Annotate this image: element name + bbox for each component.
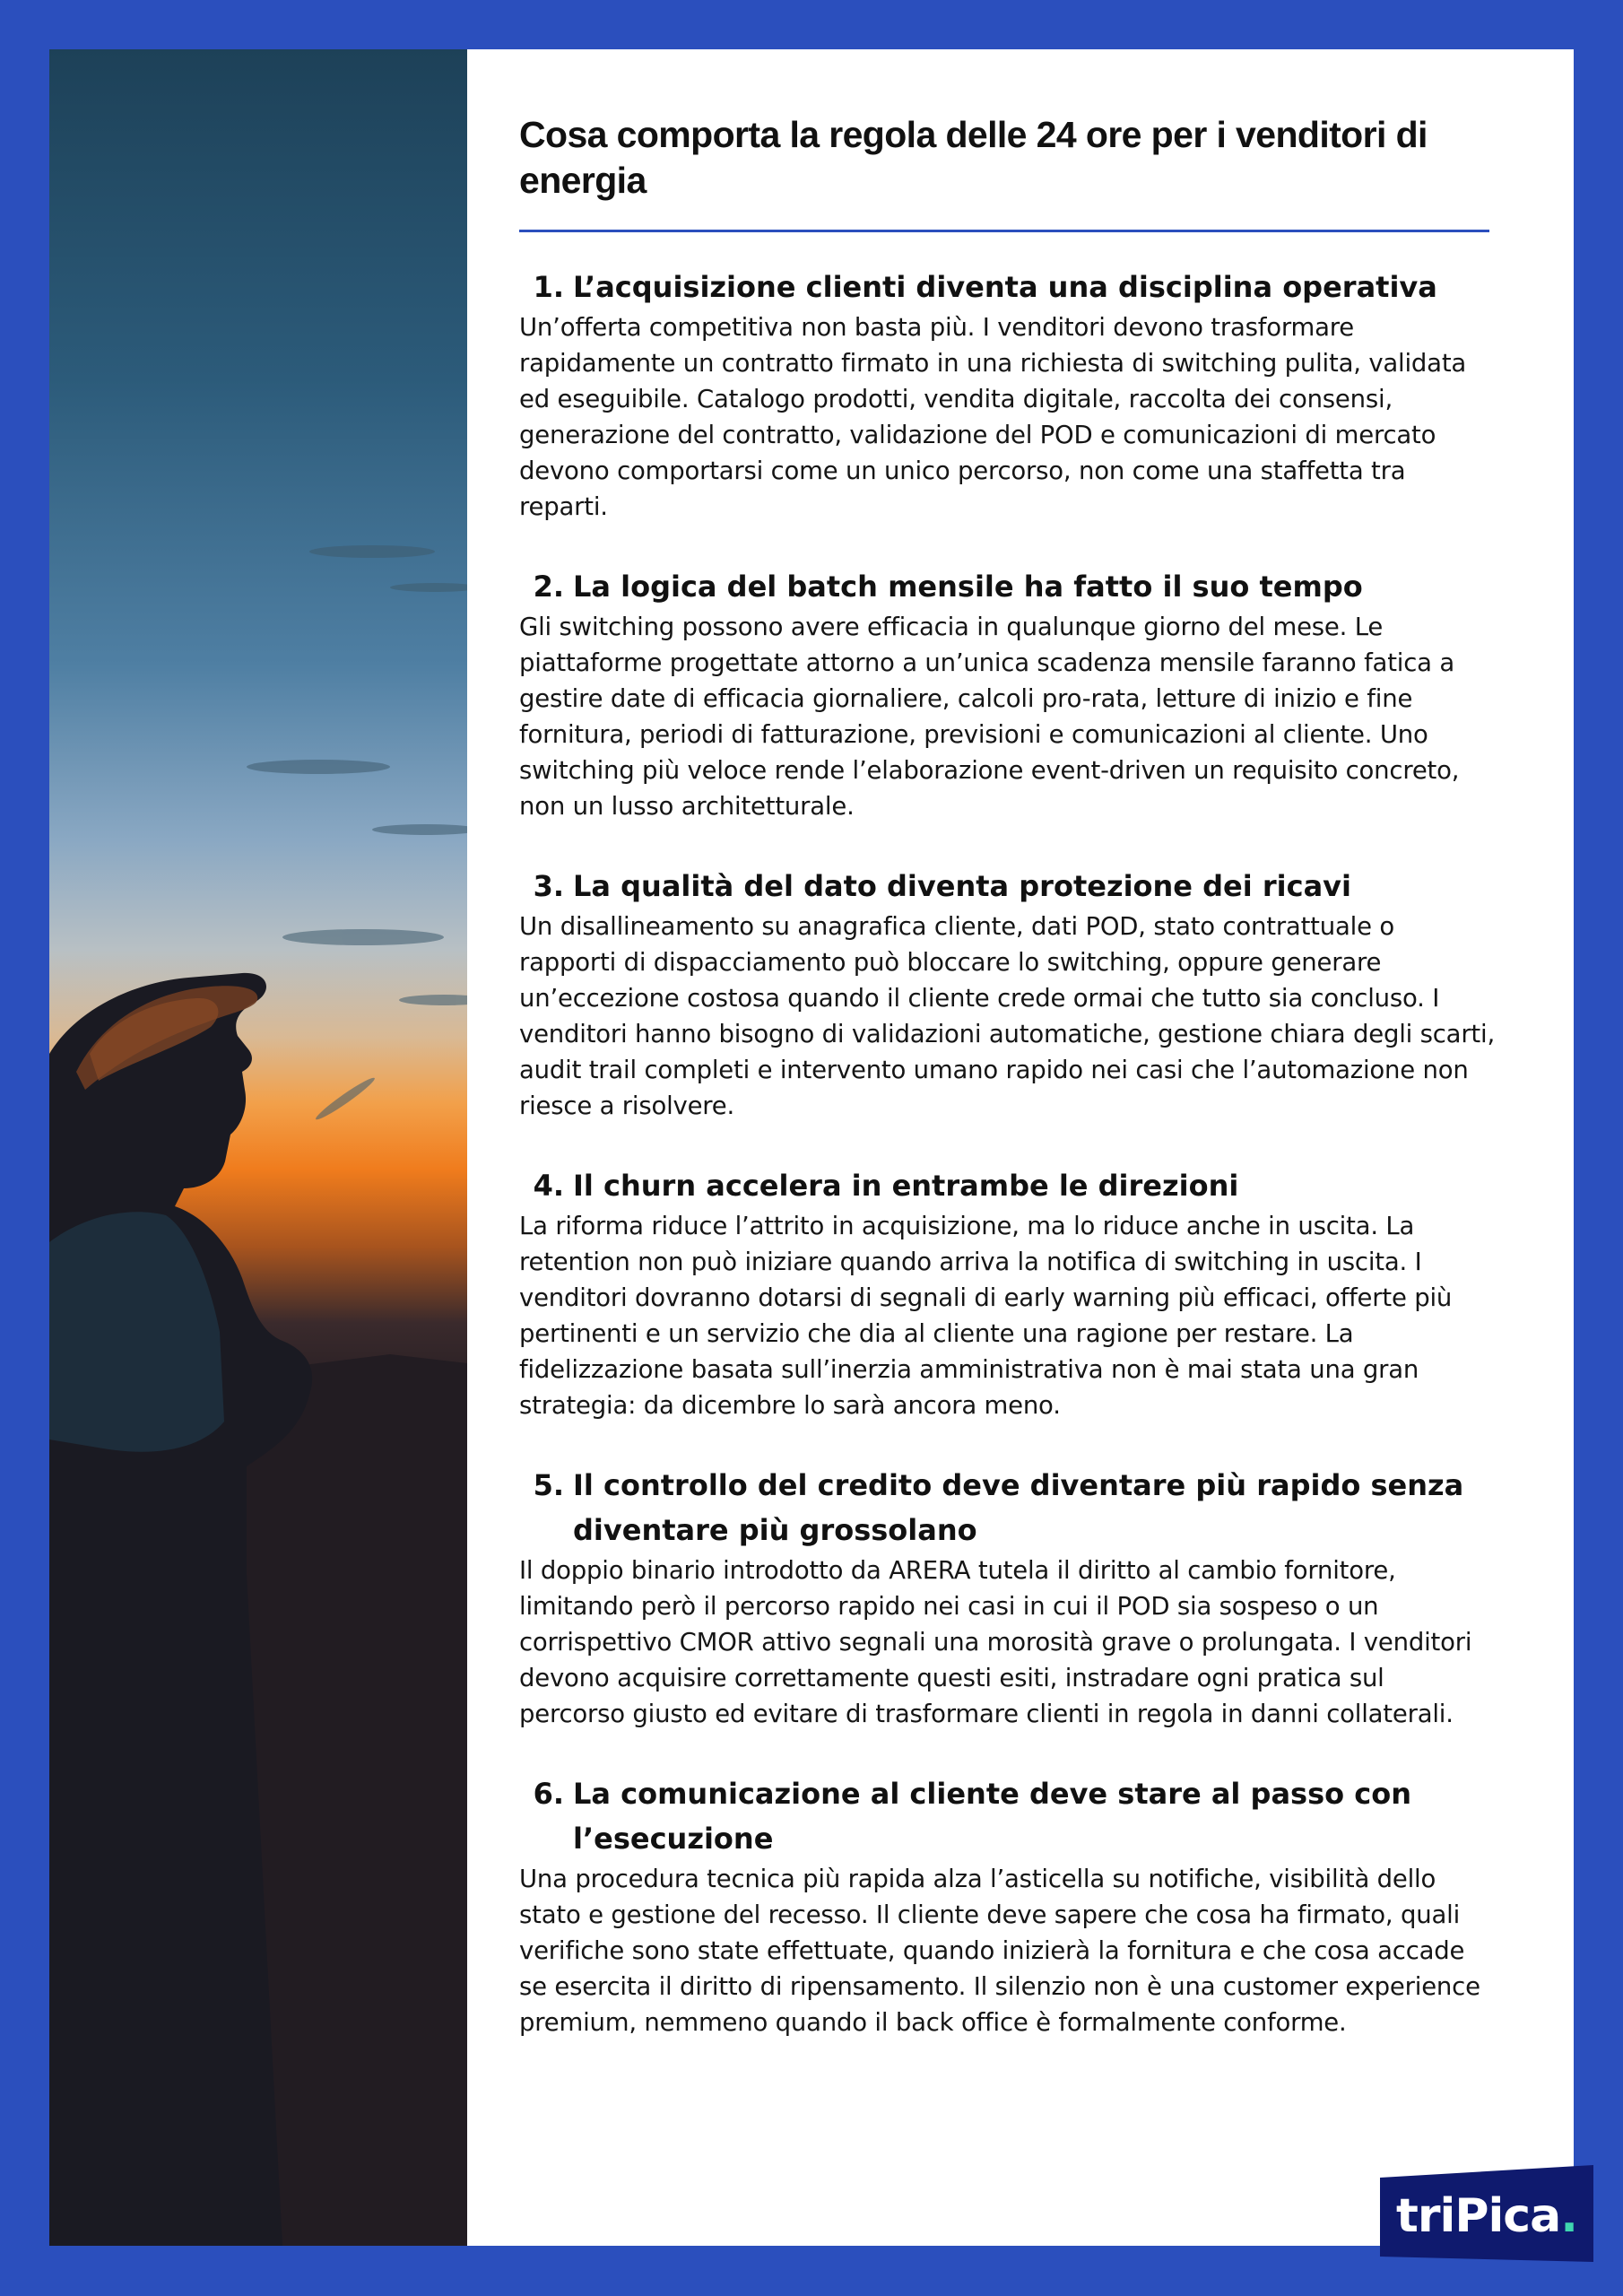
tripica-logo[interactable] <box>1376 2161 1597 2266</box>
worker-silhouette-sunset-photo <box>49 49 467 2246</box>
title-divider <box>519 230 1489 232</box>
section-title: L’acquisizione clienti diventa una disciplina operativa <box>573 269 1437 304</box>
section-title: Il controllo del credito deve diventare più rapido senza diventare più grossolano <box>573 1467 1464 1547</box>
section-title: Il churn accelera in entrambe le direzioni <box>573 1168 1239 1203</box>
section-1 <box>519 265 1497 525</box>
section-title: La qualità del dato diventa protezione dei ricavi <box>573 868 1351 903</box>
logo-dot: . <box>1560 2189 1577 2243</box>
section-number: 5. <box>533 1467 564 1502</box>
section-4 <box>519 1163 1497 1423</box>
logo-text: triPica <box>1396 2189 1561 2243</box>
section-body: Il doppio binario introdotto da ARERA tutela il diritto al cambio fornitore, limitando però il percorso rapido nei casi in cui il POD sia sospeso o un corrispettivo CMOR attivo segnali una morosità grave o prolungata. I venditori devono acquisire correttamente questi esiti, instradare ogni pratica sul percorso giusto ed evitare di trasformare clienti in regola in danni collaterali. <box>519 1555 1472 1728</box>
section-title: La logica del batch mensile ha fatto il suo tempo <box>573 569 1363 604</box>
section-body: Un disallineamento su anagrafica cliente, dati POD, stato contrattuale o rapporti di dispacciamento può bloccare lo switching, oppure generare un’eccezione costosa quando il cliente crede ormai che tutto sia concluso. I venditori hanno bisogno di validazioni automatiche, gestione chiara degli scarti, audit trail completi e intervento umano rapido nei casi che l’automazione non riesce a risolvere. <box>519 911 1495 1120</box>
section-body: La riforma riduce l’attrito in acquisizione, ma lo riduce anche in uscita. La retention non può iniziare quando arriva la notifica di switching in uscita. I venditori dovranno dotarsi di segnali di early warning più efficaci, offerte più pertinenti e un servizio che dia al cliente una ragione per restare. La fidelizzazione basata sull’inerzia amministrativa non è mai stata una gran strategia: da dicembre lo sarà ancora meno. <box>519 1211 1453 1420</box>
section-number: 3. <box>533 868 564 903</box>
section-number: 2. <box>533 569 564 604</box>
section-heading <box>519 564 1497 609</box>
page-title: Cosa comporta la regola delle 24 ore per i venditori di energia <box>519 114 1428 202</box>
section-number: 1. <box>533 269 564 304</box>
section-3 <box>519 864 1497 1124</box>
section-2 <box>519 564 1497 824</box>
section-body: Un’offerta competitiva non basta più. I venditori devono trasformare rapidamente un contratto firmato in una richiesta di switching pulita, validata ed eseguibile. Catalogo prodotti, vendita digitale, raccolta dei consensi, generazione del contratto, validazione del POD e comunicazioni di mercato devono comportarsi come un unico percorso, non come una staffetta tra reparti. <box>519 312 1467 521</box>
section-body: Gli switching possono avere efficacia in qualunque giorno del mese. Le piattaforme progettate attorno a un’unica scadenza mensile faranno fatica a gestire date di efficacia giornaliere, calcoli pro-rata, letture di inizio e fine fornitura, periodi di fatturazione, previsioni e comunicazioni al cliente. Uno switching più veloce rende l’elaborazione event-driven un requisito concreto, non un lusso architetturale. <box>519 612 1460 821</box>
section-number: 4. <box>533 1168 564 1203</box>
section-heading <box>519 864 1497 909</box>
section-heading <box>519 1163 1497 1208</box>
section-heading <box>519 1771 1497 1861</box>
section-body: Una procedura tecnica più rapida alza l’asticella su notifiche, visibilità dello stato e gestione del recesso. Il cliente deve sapere che cosa ha firmato, quali verifiche sono state effettuate, quando inizierà la fornitura e che cosa accade se esercita il diritto di ripensamento. Il silenzio non è una customer experience premium, nemmeno quando il back office è formalmente conforme. <box>519 1864 1480 2037</box>
section-5 <box>519 1463 1497 1732</box>
section-heading <box>519 1463 1497 1552</box>
section-heading <box>519 265 1497 309</box>
section-title: La comunicazione al cliente deve stare al passo con l’esecuzione <box>573 1776 1411 1856</box>
section-6 <box>519 1771 1497 2040</box>
article-content <box>519 112 1497 2080</box>
page-frame <box>49 49 1574 2246</box>
section-number: 6. <box>533 1776 564 1811</box>
